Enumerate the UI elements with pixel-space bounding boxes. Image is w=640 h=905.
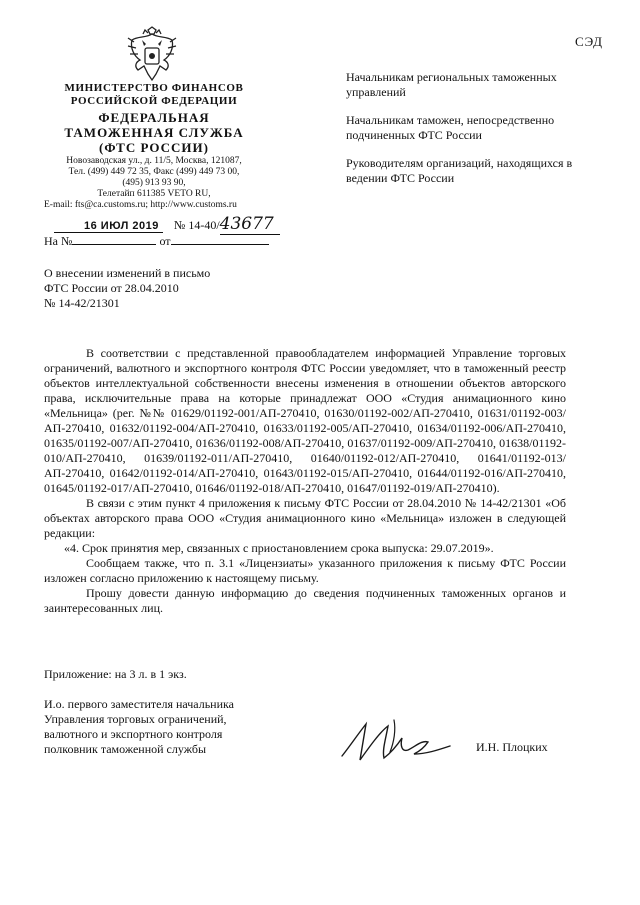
body-paragraph: В соответствии с представленной правообладателем информацией Управление торговых ограничений, валютного и экспортного контроля ФТС России уведомляет, что в таможенный реестр объектов интеллектуальной собственности внесены изменения в отношении объектов авторского права, исключительные права на которые принадлежат ООО «Студия анимационного кино «Мельница» (рег. №№ 01629/01192-001/АП-270410, 01630/01192-002/АП-270410, 01631/01192-003/АП-270410, 01632/01192-004/АП-270410, 01633/01192-005/АП-270410, 01634/01192-006/АП-270410, 01635/01192-007/АП-270410, 01636/01192-008/АП-270410, 01637/01192-009/АП-270410, 01638/01192-010/АП-270410, 01639/01192-011/АП-270410, 01640/01192-012/АП-270410, 01641/01192-013/АП-270410, 01642/01192-014/АП-270410, 01643/01192-015/АП-270410, 01644/01192-016/АП-270410, 01645/01192-017/АП-270410, 01646/01192-018/АП-270410, 01647/01192-019/АП-270410). bbox=[44, 346, 566, 495]
na-label: На № bbox=[44, 234, 73, 248]
body-paragraph: Сообщаем также, что п. 3.1 «Лицензиаты» указанного приложения к письму ФТС России изложен согласно приложению к настоящему письму. bbox=[44, 556, 566, 585]
letter-body bbox=[44, 346, 566, 616]
email-line: E-mail: fts@ca.customs.ru; http://www.customs.ru bbox=[44, 200, 237, 210]
signatory-name: И.Н. Плоцких bbox=[476, 740, 548, 754]
body-quote: «4. Срок принятия мер, связанных с приостановлением срока выпуска: 29.07.2019». bbox=[64, 541, 494, 555]
service-name: ФЕДЕРАЛЬНАЯ ТАМОЖЕННАЯ СЛУЖБА (ФТС РОССИИ) bbox=[64, 110, 244, 155]
addressees-block bbox=[346, 70, 606, 199]
reference-line bbox=[44, 234, 269, 249]
coat-of-arms-emblem bbox=[124, 26, 180, 84]
registration-number-prefix: № 14-40/ bbox=[173, 218, 220, 232]
registration-line bbox=[54, 214, 280, 235]
attachment-note: Приложение: на 3 л. в 1 экз. bbox=[44, 667, 187, 681]
body-paragraph: Прошу довести данную информацию до сведения подчиненных таможенных органов и заинтересованных лиц. bbox=[44, 586, 566, 615]
registration-number-handwritten: 43677 bbox=[220, 214, 280, 235]
addressee: Начальникам региональных таможенных управлений bbox=[346, 70, 557, 99]
registration-date: 16 ИЮЛ 2019 bbox=[54, 220, 163, 233]
addressee: Руководителям организаций, находящихся в ведении ФТС России bbox=[346, 156, 573, 185]
na-blank bbox=[72, 244, 156, 245]
contact-info: Новозаводская ул., д. 11/5, Москва, 121087, Тел. (499) 449 72 35, Факс (499) 449 73 00, (495) 913 93 90, Телетайп 611385 VETO RU, E-mail: fts@ca.customs.ru; http://www.customs.ru bbox=[44, 156, 264, 211]
body-paragraph: В связи с этим пункт 4 приложения к письму ФТС России от 28.04.2010 № 14-42/21301 «Об объектах авторского права ООО «Студия анимационного кино «Мельница» изложен в следующей редакции: bbox=[44, 496, 566, 540]
signatory-title: И.о. первого заместителя начальника Управления торговых ограничений, валютного и экспортного контроля полковник таможенной службы bbox=[44, 697, 234, 756]
letter-subject: О внесении изменений в письмо ФТС России от 28.04.2010 № 14-42/21301 bbox=[44, 266, 211, 310]
ministry-name: МИНИСТЕРСТВО ФИНАНСОВ РОССИЙСКОЙ ФЕДЕРАЦИИ bbox=[64, 82, 244, 107]
ot-label: от bbox=[159, 234, 171, 248]
ot-blank bbox=[171, 244, 269, 245]
addressee: Начальникам таможен, непосредственно подчиненных ФТС России bbox=[346, 113, 555, 142]
sed-label: СЭД bbox=[575, 34, 604, 49]
handwritten-signature bbox=[336, 716, 456, 766]
